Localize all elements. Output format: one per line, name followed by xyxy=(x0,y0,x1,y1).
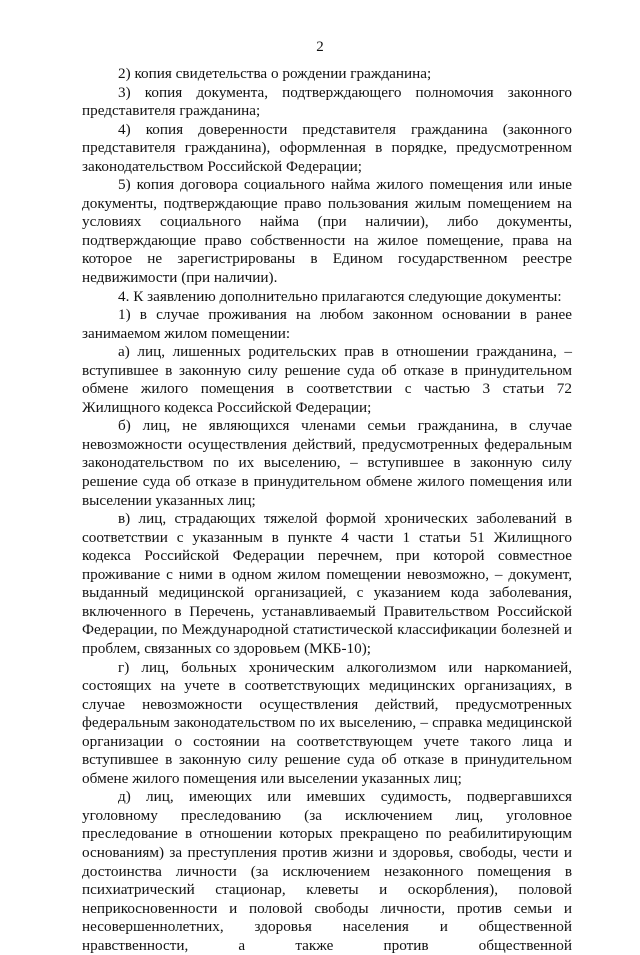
paragraph-subitem-v-chronic-diseases: в) лиц, страдающих тяжелой формой хронических заболеваний в соответствии с указанным в пункте 4 части 1 статьи 51 Жилищного кодекса Российской Федерации перечнем, при которой совместное проживание с ними в одном жилом помещении невозможно, – документ, выданный медицинской организацией, с указанием кода заболевания, включенного в Перечень, устанавливаемый Правительством Российской Федерации, по Международной статистической классификации болезней и проблем, связанных со здоровьем (МКБ-10); xyxy=(82,510,572,657)
page-number: 2 xyxy=(316,39,324,55)
paragraph-item-2-birth-certificate: 2) копия свидетельства о рождении гражданина; xyxy=(118,65,432,82)
paragraph-item-5-social-tenancy-contract: 5) копия договора социального найма жилого помещения или иные документы, подтверждающие право пользования жилым помещением на условиях социального найма (при наличии), либо документы, подтверждающие право собственности на жилое помещение, права на которое не зарегистрированы в Едином государственном реестре недвижимости (при наличии). xyxy=(82,176,572,287)
paragraph-subitem-1-previous-residence: 1) в случае проживания на любом законном основании в ранее занимаемом жилом помещении: xyxy=(82,306,572,342)
paragraph-item-3-representative-document: 3) копия документа, подтверждающего полномочия законного представителя гражданина; xyxy=(82,83,572,120)
paragraph-subitem-g-alcoholism-drug-addiction: г) лиц, больных хроническим алкоголизмом или наркоманией, состоящих на учете в соответствующих медицинских организациях, в случае невозможности осуществления действий, предусмотренных федеральным законодательством по их выселению, – справка медицинской организации о состоянии на соответствующем учете такого лица и вступившее в законную силу решение суда об отказе в принудительном обмене жилого помещения или выселении указанных лиц; xyxy=(82,658,572,787)
paragraph-subitem-a-parental-rights: а) лиц, лишенных родительских прав в отношении гражданина, – вступившее в законную силу решение суда об отказе в принудительном обмене жилого помещения в соответствии с частью 3 статьи 72 Жилищного кодекса Российской Федерации; xyxy=(82,343,572,416)
paragraph-item-4-power-of-attorney: 4) копия доверенности представителя гражданина (законного представителя гражданина), оформленная в порядке, предусмотренном законодательством Российской Федерации; xyxy=(82,120,572,175)
document-body xyxy=(82,65,572,955)
paragraph-subitem-d-criminal-record: д) лиц, имеющих или имевших судимость, подвергавшихся уголовному преследованию (за исключением лиц, уголовное преследование в отношении которых прекращено по реабилитирующим основаниям) за преступления против жизни и здоровья, свободы, чести и достоинства личности (за исключением незаконного помещения в психиатрический стационар, клеветы и оскорбления), половой неприкосновенности и половой свободы личности, против семьи и несовершеннолетних, здоровья населения и общественной нравственности, а также против общественной xyxy=(82,788,572,954)
paragraph-subitem-b-non-family-members: б) лиц, не являющихся членами семьи гражданина, в случае невозможности осуществления действий, предусмотренных федеральным законодательством по их выселению, – вступившее в законную силу решение суда об отказе в принудительном обмене жилого помещения или выселении указанных лиц; xyxy=(82,417,572,509)
paragraph-section-4-additional-documents: 4. К заявлению дополнительно прилагаются следующие документы: xyxy=(118,287,562,305)
